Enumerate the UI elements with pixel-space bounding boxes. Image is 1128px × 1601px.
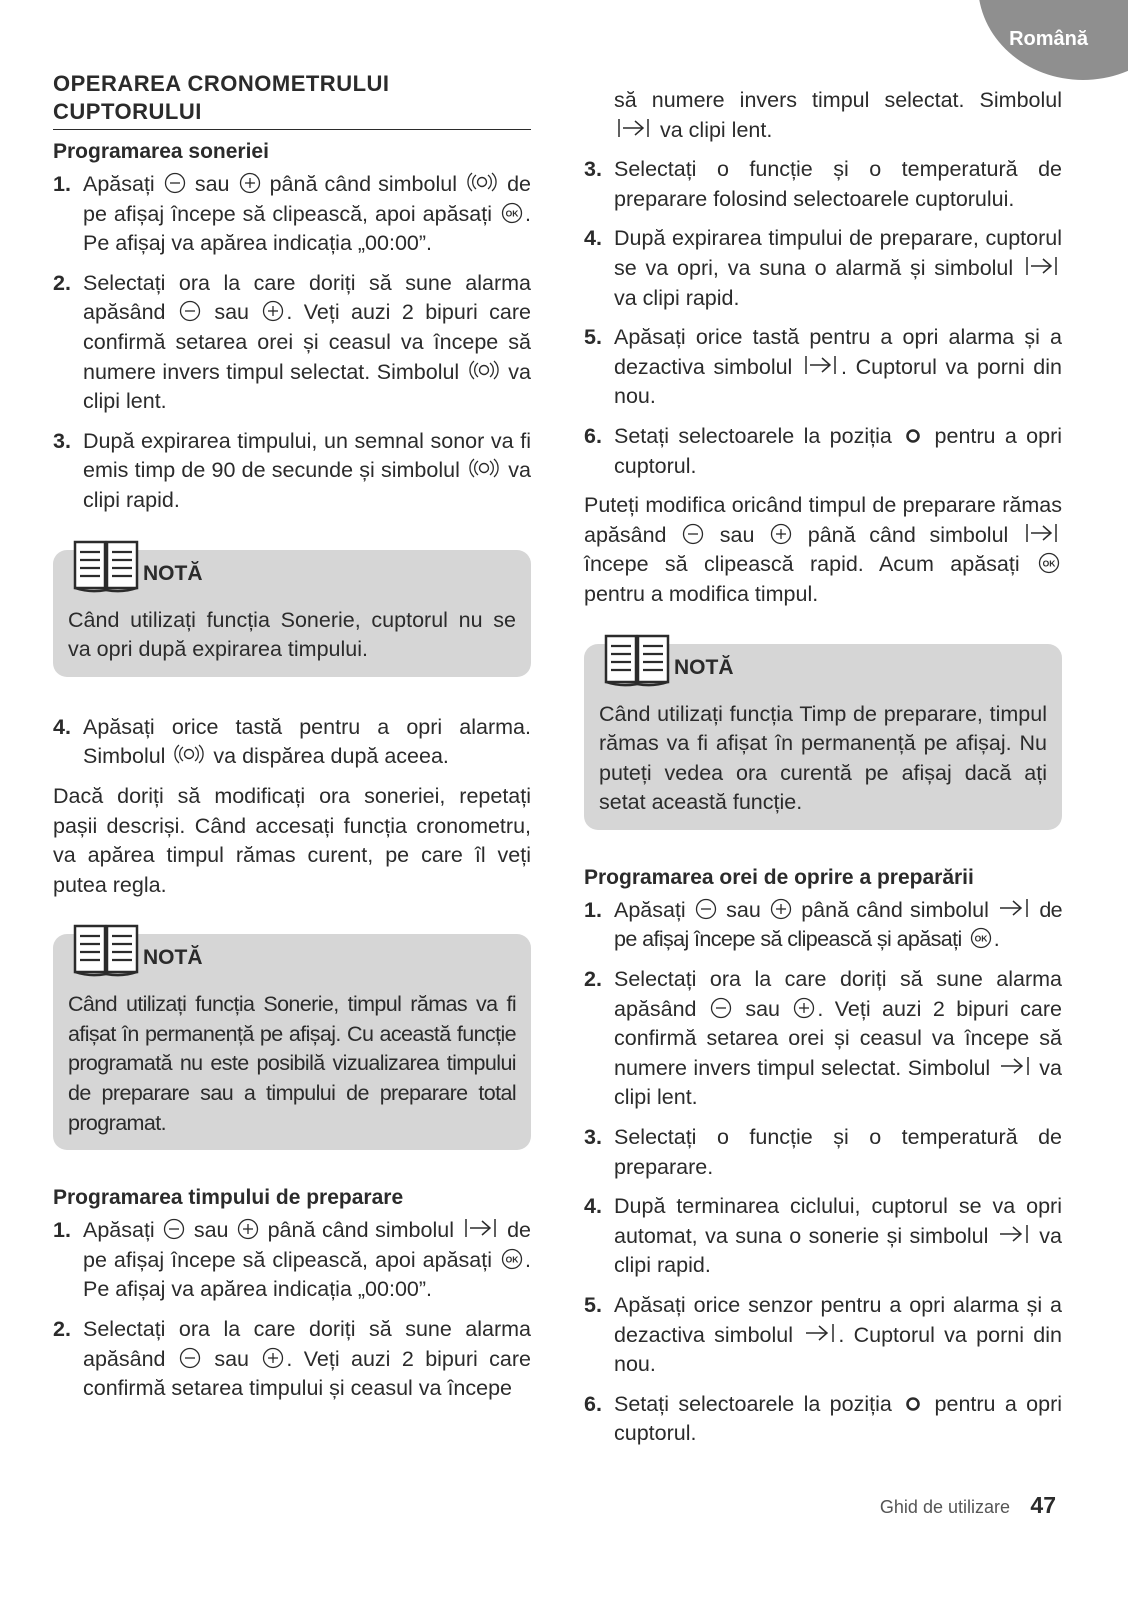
ok-button-icon [1038,552,1060,574]
bell-symbol-icon [468,456,500,480]
note-box [53,934,531,1150]
minus-button-icon [179,1347,201,1369]
cooking-duration-icon [1024,521,1060,545]
item-number: 5. [584,1293,602,1317]
list-item: 1. Apăsați sau până când simbolul de pe afișaj începe să clipească, apoi apăsați . Pe afișaj va apărea indicația „00:00”. [53,170,531,259]
cooking-duration-icon [803,353,839,377]
item-number: 1. [53,1218,71,1243]
note-title: NOTĂ [143,946,203,970]
list-item: 3. După expirarea timpului, un semnal sonor va fi emis timp de 90 de secunde și simbolul va clipi rapid. [53,427,531,516]
cooking-duration-icon [463,1216,499,1240]
paragraph: Dacă doriți să modificați ora soneriei, repetați pașii descriși. Când accesați funcția cronometru, va apărea timpul rămas curent, pe care îl veți putea regla. [53,783,531,897]
off-position-icon [903,426,923,446]
footer-label: Ghid de utilizare [879,1497,1010,1517]
subsection-title-bell: Programarea soneriei [53,140,269,163]
list-item-continued: să numere invers timpul selectat. Simbolul va clipi lent. [614,88,1062,142]
list-item: 6. Setați selectoarele la poziția pentru a opri cuptorul. [584,422,1062,481]
plus-button-icon [237,1218,259,1240]
plus-button-icon [262,300,284,322]
list-item: 1. Apăsați sau până când simbolul de pe afișaj începe să clipească, apoi apăsați . Pe afișaj va apărea indicația „00:00”. [53,1216,531,1305]
minus-button-icon [710,997,732,1019]
bell-symbol-icon [468,358,500,382]
item-number: 1. [53,172,71,196]
note-book-icon [73,922,139,978]
ok-button-icon [501,202,523,224]
plus-button-icon [770,898,792,920]
item-number: 2. [53,270,71,295]
note-box [584,644,1062,830]
note-book-icon [73,538,139,594]
list-item: 6. Setați selectoarele la poziția pentru a opri cuptorul. [584,1390,1062,1449]
minus-button-icon [164,172,186,194]
cooking-duration-icon [1024,254,1060,278]
item-number: 2. [584,967,602,992]
item-number: 2. [53,1317,71,1342]
note-text: Când utilizați funcția Timp de preparare, timpul rămas va fi afișat în permanență pe afișaj. Nu puteți vedea ora curentă pe afișaj dacă ați setat această funcție. [599,701,1047,815]
section-title: OPERAREA CRONOMETRULUI CUPTORULUI [53,70,531,130]
end-time-icon [804,1321,836,1345]
end-time-icon [998,1222,1030,1246]
list-item: 2. Selectați ora la care doriți să sune alarma apăsând sau . Veți auzi 2 bipuri care confirmă setarea orei și ceasul va începe să numere invers timpul selectat. Simbolul va clipi lent. [584,965,1062,1113]
ok-button-icon [970,927,992,949]
subsection-title-cooking-time: Programarea timpului de preparare [53,1186,404,1210]
item-number: 6. [584,423,602,448]
page-number: 47 [1030,1492,1056,1518]
note-title: NOTĂ [674,655,734,679]
note-text: Când utilizați funcția Sonerie, cuptorul nu se va opri după expirarea timpului. [68,607,516,662]
note-title: NOTĂ [143,561,203,585]
list-item: 5. Apăsați orice tastă pentru a opri alarma și a dezactiva simbolul . Cuptorul va porni din nou. [584,323,1062,412]
item-number: 4. [584,1194,602,1219]
item-number: 1. [584,897,602,922]
list-item: 2. Selectați ora la care doriți să sune alarma apăsând sau . Veți auzi 2 bipuri care confirmă setarea orei și ceasul va începe să numere invers timpul selectat. Simbolul va clipi lent. [53,269,531,417]
note-box [53,550,531,677]
end-time-icon [998,896,1030,920]
minus-button-icon [163,1218,185,1240]
note-text: Când utilizați funcția Sonerie, timpul rămas va fi afișat în permanență pe afișaj. Cu această funcție programată nu este posibilă vizualizarea timpului de preparare sau a timpului de preparare total programat. [68,992,516,1135]
minus-button-icon [682,523,704,545]
note-book-icon [604,632,670,688]
minus-button-icon [695,898,717,920]
plus-button-icon [262,1347,284,1369]
list-item: 2. Selectați ora la care doriți să sune alarma apăsând sau . Veți auzi 2 bipuri care confirmă setarea timpului și ceasul va începe [53,1315,531,1404]
language-label: Română [1009,28,1088,50]
item-number: 5. [584,325,602,350]
right-column [584,86,1062,1459]
item-number: 6. [584,1391,602,1416]
item-number: 4. [584,226,602,251]
bell-symbol-icon [173,742,205,766]
item-number: 3. [584,1125,602,1150]
item-number: 3. [584,157,602,182]
cooking-duration-icon [616,116,652,140]
item-number: 3. [53,428,71,453]
list-item: 5. Apăsați orice senzor pentru a opri alarma și a dezactiva simbolul . Cuptorul va porni din nou. [584,1291,1062,1380]
ok-button-icon [501,1248,523,1270]
list-item: 4. Apăsați orice tastă pentru a opri alarma. Simbolul va dispărea după aceea. [53,713,531,772]
plus-button-icon [793,997,815,1019]
list-item: 4. După expirarea timpului de preparare, cuptorul se va opri, va suna o alarmă și simbolul va clipi rapid. [584,224,1062,313]
bell-symbol-icon [466,170,498,194]
paragraph: Puteți modifica oricând timpul de preparare rămas apăsând sau până când simbolul începe să clipească rapid. Acum apăsați pentru a modifica timpul. [584,493,1062,606]
list-item: 3. Selectați o funcție și o temperatură de preparare. [584,1123,1062,1182]
minus-button-icon [179,300,201,322]
list-item: 1. Apăsați sau până când simbolul de pe afișaj începe să clipească și apăsați . [584,896,1062,955]
list-item: 4. După terminarea ciclului, cuptorul se va opri automat, va suna o sonerie și simbolul va clipi rapid. [584,1192,1062,1281]
list-item: 3. Selectați o funcție și o temperatură de preparare folosind selectoarele cuptorului. [584,155,1062,214]
plus-button-icon [239,172,261,194]
off-position-icon [903,1394,923,1414]
left-column [53,0,531,1414]
subsection-title-end-time: Programarea orei de oprire a preparării [584,865,974,889]
plus-button-icon [770,523,792,545]
end-time-icon [999,1054,1031,1078]
item-number: 4. [53,714,71,739]
